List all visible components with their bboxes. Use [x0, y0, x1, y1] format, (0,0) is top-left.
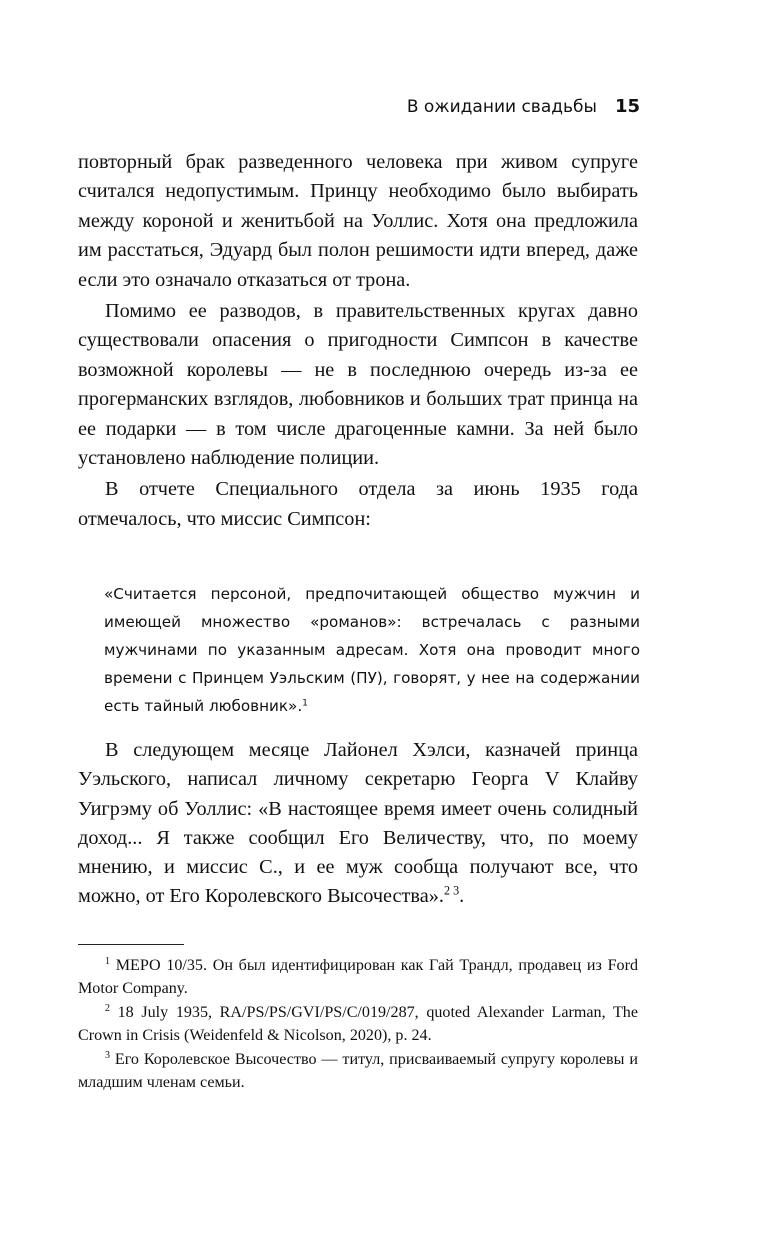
paragraph: Помимо ее разводов, в правительственных кругах давно существовали опасения о пригодности Симпсон в качестве возможной королевы — не в последнюю очередь из-за ее прогерманских взглядов, любовников и больших трат принца на ее подарки — в том числе драгоценные камни. За ней было установлено наблюдение полиции. [78, 300, 638, 470]
footnote-text: 18 July 1935, RA/PS/PS/GVI/PS/C/019/287, quoted Alexander Larman, The Crown in Crisis (Weidenfeld & Nicolson, 2020), p. 24. [78, 1003, 638, 1045]
paragraph-continued: повторный брак разведенного человека при живом супруге считался недопустимым. Принцу необходимо было выбирать между короной и женитьбой на Уоллис. Хотя она предложила им расстаться, Эдуард был полон решимости идти вперед, даже если это означало отказаться от трона. [78, 151, 638, 291]
running-title: В ожидании свадьбы [406, 97, 597, 117]
block-quote [104, 580, 640, 720]
main-text-continued [78, 736, 638, 912]
footnote [78, 1001, 638, 1048]
main-text [78, 148, 638, 534]
footnote [78, 954, 638, 1001]
quote-text: «Считается персоной, предпочитающей общество мужчин и имеющей множество «романов»: встречалась с разными мужчинами по указанным адресам. Хотя она проводит много времени с Принцем Уэльским (ПУ), говорят, у нее на содержании есть тайный любовник». [104, 585, 640, 715]
paragraph-text: В следующем месяце Лайонел Хэлси, казначей принца Уэльского, написал личному секретарю Георга V Клайву Уигрэму об Уоллис: «В настоящее время имеет очень солидный доход... Я также сообщил Его Величеству, что, по моему мнению, и миссис С., и ее муж сообща получают все, что можно, от Его Королевского Высочества». [78, 739, 638, 908]
footnote-refs: 2 3 [443, 884, 460, 899]
footnote-ref: 1 [302, 698, 308, 709]
footnote-text: Его Королевское Высочество — титул, присваиваемый супругу королевы и младшим членам семьи. [78, 1050, 638, 1092]
footnote-text: МЕРО 10/35. Он был идентифицирован как Гай Трандл, продавец из Ford Motor Company. [78, 957, 639, 998]
running-header [407, 96, 640, 117]
paragraph: В следующем месяце Лайонел Хэлси, казначей принца Уэльского, написал личному секретарю Георга V Клайву Уигрэму об Уоллис: «В настоящее время имеет очень солидный доход... Я также сообщил Его Величеству, что, по моему мнению, и миссис С., и ее муж сообща получают все, что можно, от Его Королевского Высочества».$^{2 3}$. [78, 739, 638, 908]
footnotes [78, 954, 638, 1094]
footnote-number: 1 [105, 956, 110, 968]
footnote-number: 3 [105, 1049, 110, 1061]
paragraph: В отчете Специального отдела за июнь 1935 года отмечалось, что миссис Симпсон: [78, 478, 638, 530]
footnote-number: 2 [105, 1002, 110, 1014]
footnote [78, 1048, 638, 1095]
page-number: 15 [614, 96, 640, 117]
footnote-divider [78, 944, 184, 945]
